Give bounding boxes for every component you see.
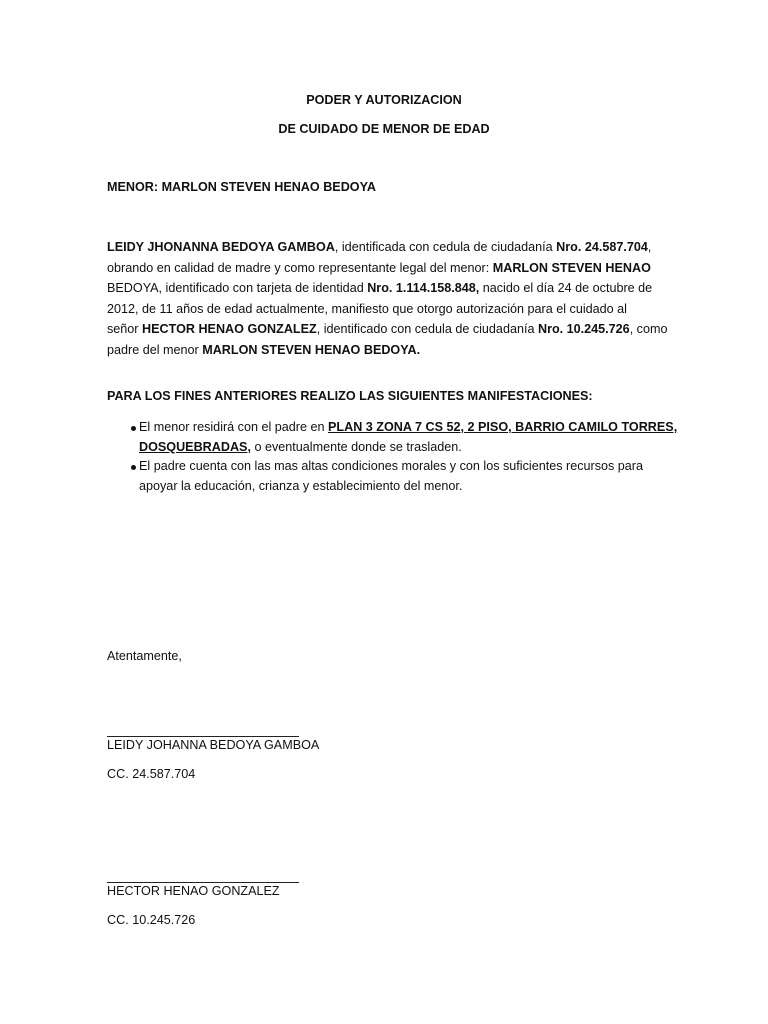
- signer-id-mother: CC. 24.587.704: [107, 767, 196, 781]
- text-line: [107, 319, 667, 340]
- text-line: [107, 278, 667, 299]
- text-segment: DOSQUEBRADAS,: [139, 439, 251, 454]
- signer-id-father: CC. 10.245.726: [107, 913, 196, 927]
- text-segment: , identificado con cedula de ciudadanía: [316, 322, 538, 336]
- text-segment: nacido el día 24 de octubre de: [479, 281, 653, 295]
- text-line: [139, 457, 677, 477]
- authorization-paragraph: [107, 237, 667, 360]
- text-segment: o eventualmente donde se trasladen.: [250, 439, 462, 454]
- text-line: [139, 418, 677, 438]
- bullet-icon: [131, 426, 136, 431]
- signature-line-father: [107, 882, 299, 883]
- bullet-icon: [131, 465, 136, 470]
- text-segment: PLAN 3 ZONA 7 CS 52, 2 PISO, BARRIO CAMILO TORRES,: [328, 420, 678, 434]
- signature-line-mother: [107, 736, 299, 737]
- manifestations-list: [107, 418, 677, 496]
- text-segment: El menor residirá con el padre en: [139, 420, 329, 434]
- text-line: [107, 258, 667, 279]
- text-segment: , como: [629, 322, 668, 336]
- text-line: [107, 237, 667, 258]
- text-line: [139, 438, 677, 458]
- text-segment: , identificada con cedula de ciudadanía: [334, 240, 557, 254]
- text-segment: Nro. 24.587.704: [556, 240, 648, 254]
- text-segment: obrando en calidad de madre y como representante legal del menor:: [107, 260, 493, 275]
- text-segment: El padre cuenta con las mas altas condiciones morales y con los suficientes recursos para: [139, 459, 644, 473]
- text-segment: BEDOYA, identificado con tarjeta de identidad: [107, 281, 368, 295]
- text-segment: LEIDY JHONANNA BEDOYA GAMBOA: [107, 240, 335, 254]
- signer-name-mother: LEIDY JOHANNA BEDOYA GAMBOA: [107, 738, 320, 752]
- document-title: PODER Y AUTORIZACION: [306, 93, 462, 107]
- document-subtitle: DE CUIDADO DE MENOR DE EDAD: [278, 122, 490, 136]
- text-segment: MARLON STEVEN HENAO: [492, 260, 651, 275]
- text-segment: ,: [647, 240, 652, 254]
- text-segment: 2012, de 11 años de edad actualmente, manifiesto que otorgo autorización para el cuidado al: [107, 301, 627, 316]
- manifestations-heading: PARA LOS FINES ANTERIORES REALIZO LAS SIGUIENTES MANIFESTACIONES:: [107, 389, 593, 403]
- text-segment: señor: [107, 322, 143, 336]
- text-segment: MARLON STEVEN HENAO BEDOYA.: [202, 342, 421, 357]
- text-segment: padre del menor: [107, 342, 203, 357]
- closing-text: Atentamente,: [107, 649, 182, 663]
- text-segment: Nro. 10.245.726: [537, 322, 630, 336]
- minor-name-line: MENOR: MARLON STEVEN HENAO BEDOYA: [107, 180, 376, 194]
- list-item: [107, 457, 677, 496]
- signer-name-father: HECTOR HENAO GONZALEZ: [107, 884, 280, 898]
- text-segment: Nro. 1.114.158.848,: [367, 281, 480, 295]
- text-segment: HECTOR HENAO GONZALEZ: [142, 322, 317, 336]
- list-item: [107, 418, 677, 457]
- text-segment: apoyar la educación, crianza y establecimiento del menor.: [139, 478, 463, 493]
- text-line: [107, 299, 667, 320]
- text-line: [107, 340, 667, 361]
- text-line: [139, 477, 677, 497]
